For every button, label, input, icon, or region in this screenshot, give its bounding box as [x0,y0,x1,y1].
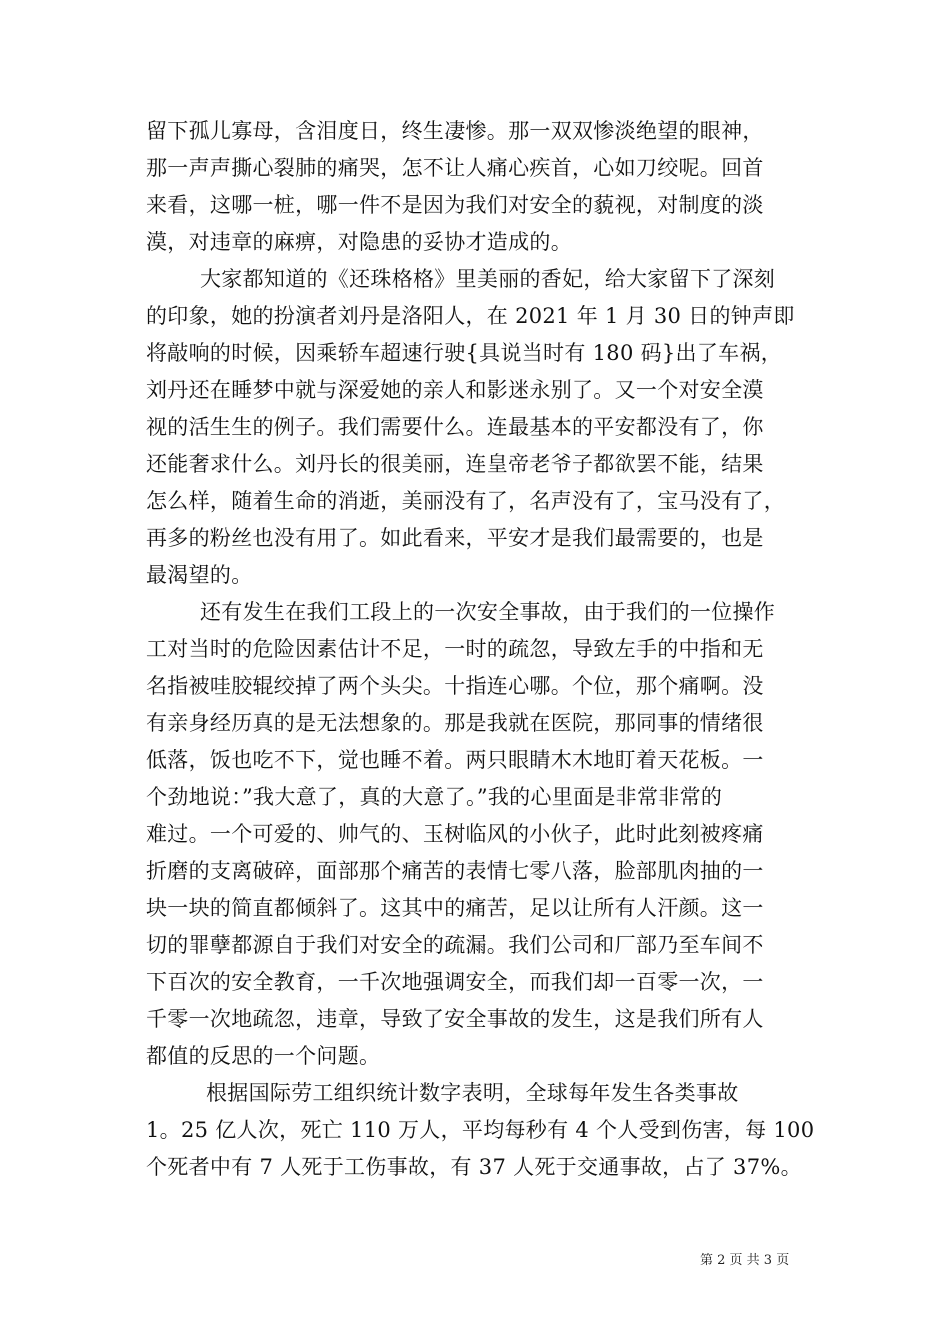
text-line: 还有发生在我们工段上的一次安全事故，由于我们的一位操作 [200,600,776,624]
text-line: 块一块的简直都倾斜了。这其中的痛苦，足以让所有人汗颜。这一 [146,896,764,920]
paragraph [146,1075,826,1186]
text-line: 难过。一个可爱的、帅气的、玉树临风的小伙子，此时此刻被疼痛 [146,822,764,846]
text-line: 切的罪孽都源自于我们对安全的疏漏。我们公司和厂部乃至车间不 [146,933,764,957]
paragraph [146,594,826,1075]
page-number-footer: 第 2 页 共 3 页 [700,1253,790,1268]
text-line: 视的活生生的例子。我们需要什么。连最基本的平安都没有了，你 [146,415,764,439]
text-line: 刘丹还在睡梦中就与深爱她的亲人和影迷永别了。又一个对安全漠 [146,378,764,402]
text-line: 再多的粉丝也没有用了。如此看来，平安才是我们最需要的，也是 [146,526,764,550]
text-line: 留下孤儿寡母，含泪度日，终生凄惨。那一双双惨淡绝望的眼神， [146,119,764,143]
text-line: 的印象，她的扮演者刘丹是洛阳人，在 2021 年 1 月 30 日的钟声即 [146,304,795,328]
text-line: 工对当时的危险因素估计不足，一时的疏忽，导致左手的中指和无 [146,637,764,661]
text-line: 1。25 亿人次，死亡 110 万人，平均每秒有 4 个人受到伤害，每 100 [146,1118,815,1142]
document-body [146,113,826,1186]
text-line: 来看，这哪一桩，哪一件不是因为我们对安全的藐视，对制度的淡 [146,193,764,217]
text-line: 都值的反思的一个问题。 [146,1044,381,1068]
text-line: 根据国际劳工组织统计数字表明，全球每年发生各类事故 [206,1081,739,1105]
text-line: 还能奢求什么。刘丹长的很美丽，连皇帝老爷子都欲罢不能，结果 [146,452,764,476]
paragraph [146,261,826,594]
paragraph [146,113,826,261]
text-line: 个死者中有 7 人死于工伤事故，有 37 人死于交通事故，占了 37%。 [146,1155,802,1179]
text-line: 将敲响的时候，因乘轿车超速行驶{具说当时有 180 码}出了车祸， [146,341,783,365]
text-line: 那一声声撕心裂肺的痛哭，怎不让人痛心疾首，心如刀绞呢。回首 [146,156,764,180]
text-line: 千零一次地疏忽，违章，导致了安全事故的发生，这是我们所有人 [146,1007,764,1031]
text-line: 名指被哇胶辊绞掉了两个头尖。十指连心哪。个位，那个痛啊。没 [146,674,764,698]
text-line: 折磨的支离破碎，面部那个痛苦的表情七零八落，脸部肌肉抽的一 [146,859,764,883]
text-line: 最渴望的。 [146,563,253,587]
text-line: 有亲身经历真的是无法想象的。那是我就在医院，那同事的情绪很 [146,711,764,735]
text-line: 怎么样，随着生命的消逝，美丽没有了，名声没有了，宝马没有了， [146,489,785,513]
text-line: 个劲地说：”我大意了，真的大意了。”我的心里面是非常非常的 [146,785,723,809]
text-line: 低落，饭也吃不下，觉也睡不着。两只眼睛木木地盯着天花板。一 [146,748,764,772]
text-line: 漠，对违章的麻痹，对隐患的妥协才造成的。 [146,230,572,254]
text-line: 下百次的安全教育，一千次地强调安全，而我们却一百零一次，一 [146,970,764,994]
text-line: 大家都知道的《还珠格格》里美丽的香妃，给大家留下了深刻 [200,267,776,291]
